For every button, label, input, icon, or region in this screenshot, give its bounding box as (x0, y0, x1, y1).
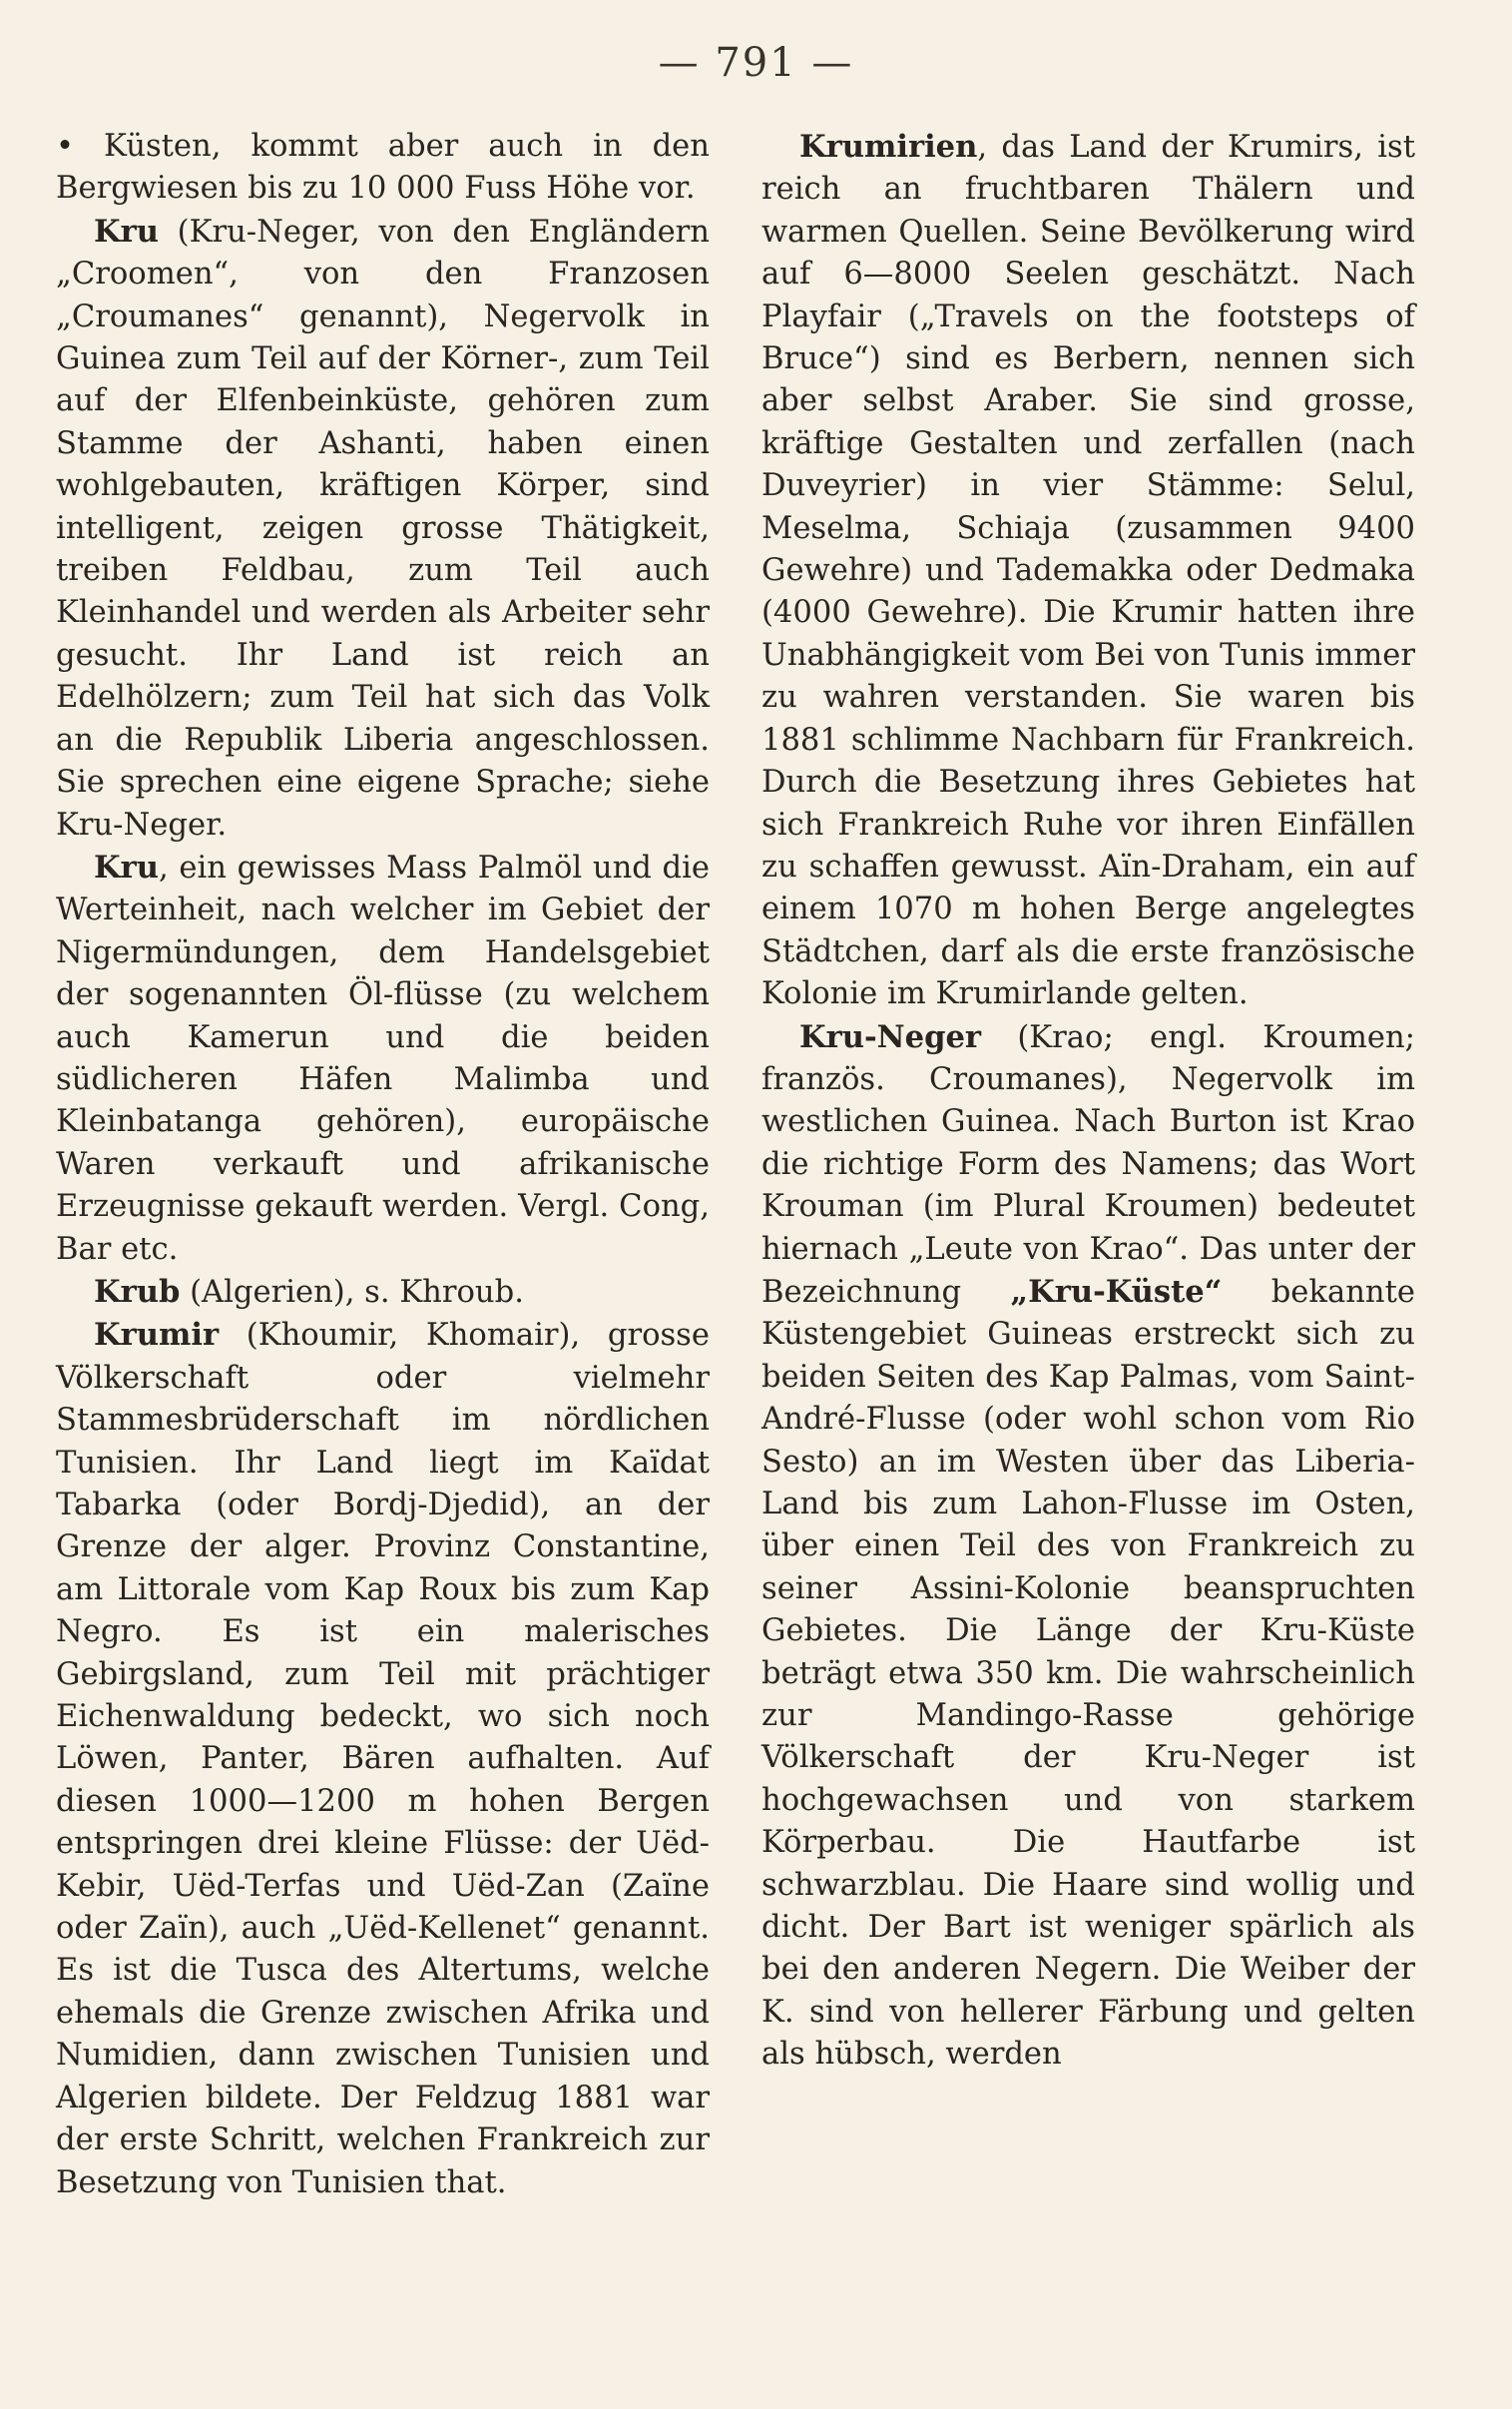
entry-term: Kru (94, 849, 159, 886)
entry-text: bekannte Küstengebiet Guineas erstreckt sich zu beiden Seiten des Kap Palmas, vom Saint-André-Flusse (oder wohl schon vom Rio Sesto) an im Westen über das Liberia-Land bis zum Lahon-Flusse im Osten, über einen Teil des von Frankreich zu seiner Assini-Kolonie beanspruchten Gebietes. Die Länge der Kru-Küste beträgt etwa 350 km. Die wahrscheinlich zur Mandingo-Rasse gehörige Völkerschaft der Kru-Neger ist hochgewachsen und von starkem Körperbau. Die Hautfarbe ist schwarzblau. Die Haare sind wollig und dicht. Der Bart ist weniger spärlich als bei den anderen Negern. Die Weiber der K. sind von hellerer Färbung und gelten als hübsch, werden (761, 1274, 1415, 2073)
entry-kru (56, 211, 710, 847)
entry-term: Kru (94, 213, 159, 250)
entry-text: , das Land der Krumirs, ist reich an fruchtbaren Thälern und warmen Quellen. Seine Bevölkerung wird auf 6—8000 Seelen geschätzt. Nach Playfair („Travels on the footsteps of Bruce“) sind es Berbern, nennen sich aber selbst Araber. Sie sind grosse, kräftige Gestalten und zerfallen (nach Duveyrier) in vier Stämme: Selul, Meselma, Schiaja (zusammen 9400 Gewehre) und Tademakka oder Dedmaka (4000 Gewehre). Die Krumir hatten ihre Unabhängigkeit vom Bei von Tunis immer zu wahren verstanden. Sie waren bis 1881 schlimme Nachbarn für Frankreich. Durch die Besetzung ihres Gebietes hat sich Frankreich Ruhe vor ihren Einfällen zu schaffen gewusst. Aïn-Draham, ein auf einem 1070 m hohen Berge angelegtes Städtchen, darf als die erste französische Kolonie im Krumirlande gelten. (761, 130, 1415, 1012)
entry-subterm: „Kru-Küste“ (1010, 1273, 1223, 1310)
page-number: — 791 — (658, 40, 854, 86)
entry-kru-measure (56, 847, 710, 1271)
entry-text: , ein gewisses Mass Palmöl und die Werteinheit, nach welcher im Gebiet der Nigermündungen, dem Handelsgebiet der sogenannten Öl-flüsse (zu welchem auch Kamerun und die beiden südlicheren Häfen Malimba und Kleinbatanga gehören), europäische Waren verkauft und afrikanische Erzeugnisse gekauft werden. Vergl. Cong, Bar etc. (56, 850, 710, 1267)
entry-krumir (56, 1314, 710, 2204)
entry-term: Krumir (94, 1317, 220, 1354)
entry-kru-neger (761, 1016, 1415, 2077)
right-column (761, 126, 1415, 2077)
left-column (56, 126, 710, 2204)
entry-krumirien (761, 126, 1415, 1016)
entry-term: Krumirien (799, 129, 978, 165)
entry-text: (Kru-Neger, von den Engländern „Croomen“, von den Franzosen „Croumanes“ genannt), Negervolk in Guinea zum Teil auf der Körner-, zum Teil auf der Elfenbeinküste, gehören zum Stamme der Ashanti, haben einen wohlgebauten, kräftigen Körper, sind intelligent, zeigen grosse Thätigkeit, treiben Feldbau, zum Teil auch Kleinhandel und werden als Arbeiter sehr gesucht. Ihr Land ist reich an Edelhölzern; zum Teil hat sich das Volk an die Republik Liberia angeschlossen. Sie sprechen eine eigene Sprache; siehe Kru-Neger. (56, 214, 710, 843)
entry-term: Kru-Neger (799, 1018, 982, 1055)
entry-text: (Khoumir, Khomair), grosse Völkerschaft oder vielmehr Stammesbrüderschaft im nördlichen Tunisien. Ihr Land liegt im Kaïdat Tabarka (oder Bordj-Djedid), an der Grenze der alger. Provinz Constantine, am Littorale vom Kap Roux bis zum Kap Negro. Es ist ein malerisches Gebirgsland, zum Teil mit prächtiger Eichenwaldung bedeckt, wo sich noch Löwen, Panter, Bären aufhalten. Auf diesen 1000—1200 m hohen Bergen entspringen drei kleine Flüsse: der Uëd-Kebir, Uëd-Terfas und Uëd-Zan (Zaïne oder Zaïn), auch „Uëd-Kellenet“ genannt. Es ist die Tusca des Altertums, welche ehemals die Grenze zwischen Afrika und Numidien, dann zwischen Tunisien und Algerien bildete. Der Feldzug 1881 war der erste Schritt, welchen Frankreich zur Besetzung von Tunisien that. (56, 1318, 710, 2200)
entry-continuation: • Küsten, kommt aber auch in den Bergwiesen bis zu 10 000 Fuss Höhe vor. (56, 129, 710, 207)
entry-krub (56, 1271, 710, 1314)
entry-text: (Krao; engl. Kroumen; französ. Croumanes), Negervolk im westlichen Guinea. Nach Burton ist Krao die richtige Form des Namens; das Wort Krouman (im Plural Kroumen) bedeutet hiernach „Leute von Krao“. Das unter der Bezeichnung (761, 1019, 1415, 1310)
entry-term: Krub (94, 1273, 181, 1310)
entry-text: (Algerien), s. Khroub. (180, 1274, 524, 1310)
